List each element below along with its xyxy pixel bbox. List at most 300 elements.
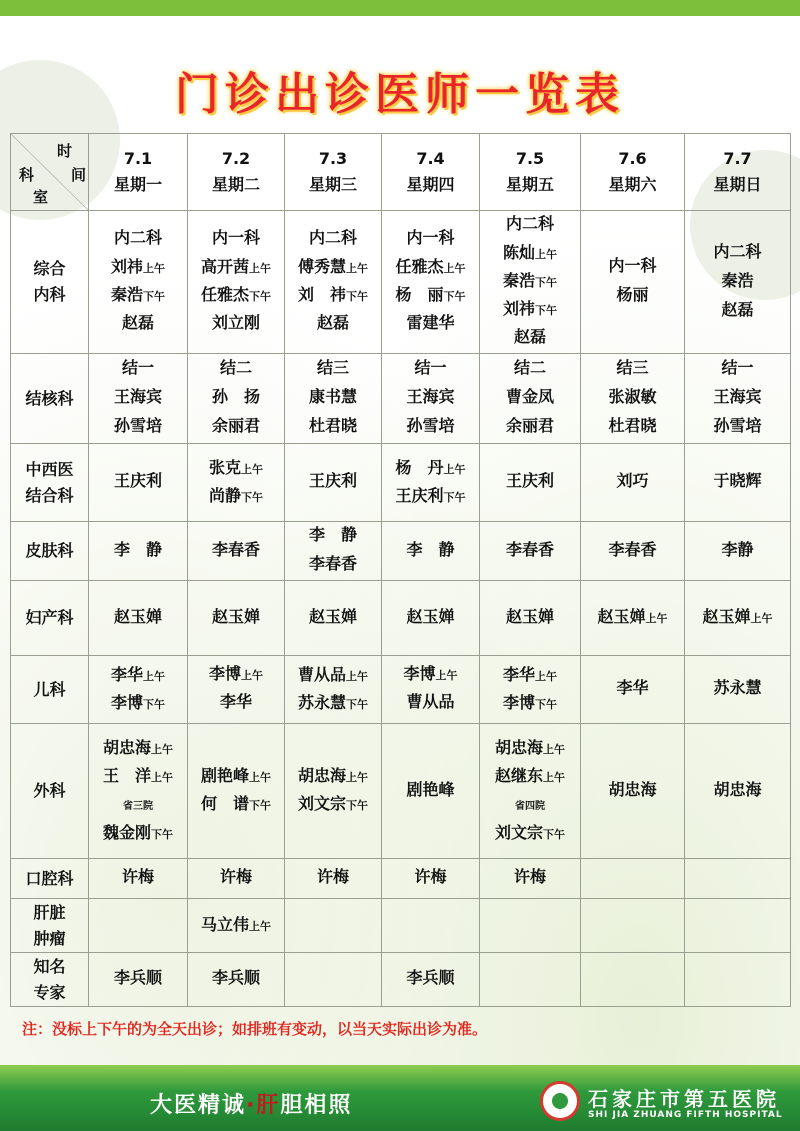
schedule-cell <box>89 724 188 859</box>
schedule-cell <box>285 444 382 522</box>
doctor-name: 康书慧 <box>308 387 357 406</box>
day-weekday: 星期四 <box>406 175 455 194</box>
slogan-part-b: ·肝 <box>246 1093 281 1118</box>
schedule-cell <box>685 581 791 656</box>
doctor-entry <box>89 604 187 633</box>
hospital-name-cn: 石家庄市第五医院 <box>588 1087 780 1111</box>
schedule-cell <box>685 522 791 581</box>
schedule-cell <box>685 211 791 354</box>
doctor-entry <box>285 864 381 893</box>
doctor-entry <box>581 253 684 282</box>
day-header <box>89 134 188 211</box>
day-header <box>581 134 685 211</box>
day-date: 7.5 <box>515 149 545 168</box>
time-tag: 上午 <box>151 742 173 756</box>
schedule-cell <box>480 656 581 724</box>
schedule-cell <box>188 899 285 953</box>
schedule-cell <box>480 953 581 1007</box>
table-row <box>11 859 791 899</box>
doctor-name: 结三 <box>316 358 349 377</box>
doctor-name: 刘巧 <box>616 471 649 490</box>
doctor-entry <box>480 468 580 497</box>
doctor-entry <box>685 777 790 806</box>
schedule-cell <box>581 724 685 859</box>
schedule-table <box>10 133 791 1007</box>
schedule-cell <box>89 953 188 1007</box>
doctor-entry <box>382 661 479 689</box>
doctor-name: 李 静 <box>308 525 357 544</box>
doctor-entry <box>382 483 479 511</box>
doctor-name: 李兵顺 <box>211 968 260 987</box>
schedule-cell <box>89 444 188 522</box>
doctor-name: 结二 <box>219 358 252 377</box>
time-tag: 下午 <box>151 827 173 841</box>
time-tag: 下午 <box>535 697 557 711</box>
schedule-cell <box>581 656 685 724</box>
doctor-name: 马立伟 <box>200 914 249 934</box>
schedule-cell <box>188 724 285 859</box>
schedule-cell <box>188 354 285 444</box>
day-weekday: 星期五 <box>505 175 554 194</box>
time-tag: 省三院 <box>123 800 153 812</box>
doctor-entry <box>685 297 790 326</box>
doctor-name: 内一科 <box>406 228 455 247</box>
corner-ke-label: 科 <box>19 166 35 184</box>
schedule-cell <box>382 581 480 656</box>
dept-cell <box>11 953 89 1007</box>
doctor-entry <box>89 355 187 384</box>
doctor-name: 内二科 <box>113 228 162 247</box>
doctor-entry <box>285 604 381 633</box>
table-row <box>11 953 791 1007</box>
schedule-cell <box>581 899 685 953</box>
doctor-name: 余丽君 <box>505 416 554 435</box>
day-header <box>685 134 791 211</box>
doctor-name: 曹从品 <box>297 664 346 684</box>
doctor-name: 李兵顺 <box>113 968 162 987</box>
time-tag: 下午 <box>346 799 368 812</box>
doctor-name: 尚静 <box>208 485 241 505</box>
doctor-entry <box>285 282 381 310</box>
doctor-name: 李春香 <box>505 539 554 559</box>
time-tag: 下午 <box>443 490 466 504</box>
day-header <box>188 134 285 211</box>
doctor-entry <box>188 254 284 282</box>
slogan-part-a: 大医精诚 <box>150 1093 247 1118</box>
doctor-entry <box>89 282 187 310</box>
time-tag: 下午 <box>346 697 368 711</box>
doctor-name: 雷建华 <box>406 313 455 332</box>
schedule-cell <box>382 899 480 953</box>
doctor-name: 李博 <box>208 664 241 683</box>
doctor-name: 孙雪培 <box>406 416 455 435</box>
doctor-name: 赵玉婵 <box>308 606 357 626</box>
doctor-name: 赵磊 <box>513 327 546 346</box>
doctor-entry <box>382 413 479 442</box>
schedule-cell <box>285 656 382 724</box>
doctor-entry <box>685 468 790 497</box>
doctor-name: 赵磊 <box>721 299 754 319</box>
doctor-entry <box>285 763 381 791</box>
doctor-entry <box>581 468 684 497</box>
doctor-name: 王 洋 <box>102 765 151 785</box>
time-tag: 上午 <box>346 771 368 784</box>
dept-cell <box>11 656 89 724</box>
schedule-cell <box>382 859 480 899</box>
time-tag: 上午 <box>535 248 557 261</box>
doctor-entry <box>285 468 381 497</box>
dept-label: 结合科 <box>25 485 74 505</box>
hospital-name-en: SHI JIA ZHUANG FIFTH HOSPITAL <box>588 1110 783 1120</box>
doctor-name: 陈灿 <box>502 243 535 262</box>
time-tag: 上午 <box>435 669 458 682</box>
doctor-entry <box>581 413 684 442</box>
doctor-name: 内一科 <box>608 256 657 275</box>
doctor-name: 孙 扬 <box>211 387 260 406</box>
doctor-entry <box>581 355 684 384</box>
time-tag: 下午 <box>535 304 557 317</box>
doctor-entry <box>285 384 381 413</box>
doctor-entry <box>480 662 580 690</box>
dept-cell <box>11 724 89 859</box>
doctor-entry <box>89 225 187 254</box>
doctor-entry <box>480 791 580 820</box>
doctor-entry <box>685 268 790 297</box>
doctor-name: 李春香 <box>308 554 357 573</box>
doctor-entry <box>480 384 580 413</box>
day-date: 7.6 <box>618 149 647 168</box>
time-tag: 省四院 <box>515 800 545 812</box>
day-weekday: 星期二 <box>211 175 260 194</box>
doctor-entry <box>685 239 790 268</box>
doctor-name: 内二科 <box>713 241 762 261</box>
doctor-name: 赵磊 <box>316 313 349 332</box>
doctor-name: 王庆利 <box>505 471 554 490</box>
schedule-cell <box>685 953 791 1007</box>
doctor-name: 苏永慧 <box>713 678 762 697</box>
schedule-cell <box>382 522 480 581</box>
dept-label: 妇产科 <box>25 608 74 627</box>
doctor-name: 李 静 <box>113 539 162 559</box>
doctor-name: 任雅杰 <box>200 285 249 304</box>
schedule-cell <box>285 859 382 899</box>
doctor-name: 刘祎 <box>502 299 535 318</box>
schedule-cell <box>188 859 285 899</box>
schedule-cell <box>480 522 581 581</box>
doctor-entry <box>581 384 684 413</box>
doctor-name: 李博 <box>502 692 535 712</box>
schedule-cell <box>685 859 791 899</box>
doctor-entry <box>89 791 187 820</box>
schedule-cell <box>89 899 188 953</box>
dept-cell <box>11 899 89 953</box>
table-row <box>11 656 791 724</box>
doctor-entry <box>480 690 580 718</box>
schedule-cell <box>188 953 285 1007</box>
time-tag: 下午 <box>535 276 557 289</box>
doctor-name: 刘立刚 <box>211 313 260 332</box>
doctor-entry <box>188 282 284 310</box>
doctor-entry <box>382 777 479 806</box>
doctor-entry <box>285 254 381 282</box>
doctor-name: 苏永慧 <box>297 692 346 712</box>
doctor-entry <box>285 413 381 442</box>
schedule-cell <box>480 211 581 354</box>
doctor-name: 胡忠海 <box>102 737 151 757</box>
doctor-entry <box>480 735 580 763</box>
schedule-cell <box>285 354 382 444</box>
doctor-name: 王庆利 <box>113 471 162 490</box>
doctor-entry <box>480 820 580 848</box>
corner-time-label: 时 <box>57 142 73 160</box>
doctor-name: 曹金凤 <box>505 387 554 406</box>
doctor-name: 许梅 <box>316 867 349 886</box>
doctor-entry <box>480 268 580 296</box>
doctor-name: 胡忠海 <box>297 766 346 785</box>
doctor-entry <box>188 791 284 819</box>
doctor-name: 李华 <box>616 678 649 697</box>
time-tag: 下午 <box>249 290 271 303</box>
time-tag: 下午 <box>249 799 271 812</box>
schedule-cell <box>89 211 188 354</box>
doctor-entry <box>89 413 187 442</box>
doctor-entry <box>685 675 790 704</box>
time-tag: 上午 <box>143 669 165 683</box>
doctor-entry <box>188 413 284 442</box>
doctor-name: 许梅 <box>414 867 447 886</box>
doctor-name: 杨 丽 <box>395 285 444 304</box>
schedule-cell <box>382 354 480 444</box>
doctor-name: 李华 <box>502 664 535 684</box>
day-date: 7.1 <box>123 149 153 168</box>
dept-cell <box>11 522 89 581</box>
time-tag: 上午 <box>535 669 557 683</box>
schedule-cell <box>480 899 581 953</box>
footnote: 注：没标上下午的为全天出诊；如排班有变动，以当天实际出诊为准。 <box>22 1020 488 1038</box>
schedule-cell <box>382 211 480 354</box>
doctor-entry <box>685 537 790 566</box>
doctor-entry <box>382 604 479 633</box>
doctor-entry <box>480 211 580 240</box>
doctor-name: 王海宾 <box>406 387 455 406</box>
dept-label: 儿科 <box>33 679 66 699</box>
dept-label: 口腔科 <box>25 868 74 888</box>
doctor-entry <box>188 965 284 994</box>
doctor-entry <box>382 310 479 339</box>
doctor-entry <box>581 282 684 311</box>
schedule-cell <box>89 656 188 724</box>
doctor-name: 孙雪培 <box>113 416 162 435</box>
doctor-entry <box>188 689 284 718</box>
doctor-name: 许梅 <box>219 867 252 886</box>
dept-cell <box>11 211 89 354</box>
schedule-cell <box>480 724 581 859</box>
doctor-name: 赵玉婵 <box>211 606 260 626</box>
schedule-cell <box>188 656 285 724</box>
schedule-cell <box>685 444 791 522</box>
doctor-name: 李兵顺 <box>406 968 455 987</box>
day-header <box>285 134 382 211</box>
dept-cell <box>11 444 89 522</box>
doctor-entry <box>480 296 580 324</box>
doctor-entry <box>480 537 580 566</box>
doctor-name: 李春香 <box>608 539 657 559</box>
schedule-cell <box>285 581 382 656</box>
doctor-entry <box>581 604 684 632</box>
schedule-cell <box>382 724 480 859</box>
doctor-entry <box>480 413 580 442</box>
schedule-cell <box>382 444 480 522</box>
doctor-entry <box>382 225 479 254</box>
doctor-entry <box>480 355 580 384</box>
doctor-entry <box>285 522 381 551</box>
schedule-body <box>11 211 791 1007</box>
doctor-name: 王海宾 <box>113 387 162 406</box>
dept-label: 外科 <box>33 781 66 800</box>
doctor-name: 杜君晓 <box>308 416 357 435</box>
doctor-entry <box>382 455 479 483</box>
slogan-part-c: 胆相照 <box>280 1093 353 1118</box>
dept-label: 知名 <box>33 956 66 976</box>
doctor-name: 张克 <box>208 457 241 477</box>
doctor-name: 刘祎 <box>110 257 143 276</box>
day-weekday: 星期三 <box>308 175 357 194</box>
doctor-name: 秦浩 <box>502 271 535 290</box>
doctor-entry <box>188 455 284 483</box>
schedule-cell <box>188 211 285 354</box>
doctor-name: 结三 <box>616 358 649 377</box>
doctor-entry <box>581 675 684 704</box>
schedule-cell <box>285 724 382 859</box>
schedule-cell <box>685 656 791 724</box>
doctor-entry <box>188 310 284 339</box>
doctor-entry <box>285 310 381 339</box>
dept-label: 结核科 <box>25 388 74 408</box>
doctor-name: 剧艳峰 <box>406 779 455 799</box>
schedule-cell <box>382 656 480 724</box>
doctor-entry <box>89 537 187 566</box>
dept-label: 肿瘤 <box>33 928 66 948</box>
doctor-entry <box>285 225 381 254</box>
time-tag: 上午 <box>241 669 263 682</box>
schedule-cell <box>581 444 685 522</box>
doctor-entry <box>685 413 790 442</box>
schedule-cell <box>480 444 581 522</box>
hospital-logo-icon <box>540 1081 580 1121</box>
schedule-cell <box>89 354 188 444</box>
doctor-entry <box>89 864 187 893</box>
doctor-name: 赵玉婵 <box>702 607 751 626</box>
time-tag: 上午 <box>143 262 165 275</box>
doctor-entry <box>188 537 284 566</box>
doctor-name: 赵玉婵 <box>113 606 162 626</box>
time-tag: 上午 <box>543 770 565 784</box>
doctor-entry <box>382 355 479 384</box>
doctor-name: 内二科 <box>505 214 554 233</box>
schedule-cell <box>89 581 188 656</box>
time-tag: 上午 <box>750 612 773 625</box>
doctor-name: 结一 <box>721 358 754 377</box>
schedule-cell <box>480 859 581 899</box>
doctor-name: 秦浩 <box>721 270 754 290</box>
doctor-name: 李博 <box>403 664 436 683</box>
schedule-cell <box>685 354 791 444</box>
dept-label: 中西医 <box>25 459 74 479</box>
schedule-cell <box>685 724 791 859</box>
doctor-name: 李 静 <box>406 539 455 559</box>
doctor-entry <box>89 468 187 497</box>
doctor-entry <box>188 483 284 511</box>
doctor-name: 杨 丹 <box>395 457 444 477</box>
time-tag: 下午 <box>443 290 466 303</box>
doctor-name: 杜君晓 <box>608 416 657 435</box>
doctor-name: 李华 <box>219 692 252 711</box>
schedule-cell <box>188 581 285 656</box>
doctor-entry <box>89 690 187 718</box>
doctor-name: 李博 <box>110 692 143 712</box>
schedule-cell <box>89 522 188 581</box>
time-tag: 上午 <box>249 919 271 933</box>
footer-slogan <box>150 1088 352 1119</box>
time-tag: 上午 <box>346 262 368 275</box>
doctor-entry <box>188 912 284 940</box>
time-tag: 上午 <box>346 669 368 683</box>
doctor-entry <box>480 763 580 791</box>
doctor-entry <box>685 384 790 413</box>
day-header <box>382 134 480 211</box>
corner-jian-label: 间 <box>71 166 87 184</box>
doctor-entry <box>480 324 580 353</box>
doctor-name: 高开茜 <box>200 257 249 276</box>
table-row <box>11 522 791 581</box>
time-tag: 下午 <box>143 290 165 303</box>
doctor-name: 赵继东 <box>494 765 543 785</box>
schedule-cell <box>581 354 685 444</box>
doctor-entry <box>382 282 479 310</box>
doctor-entry <box>188 604 284 633</box>
doctor-name: 余丽君 <box>211 416 260 435</box>
doctor-entry <box>285 355 381 384</box>
schedule-cell <box>480 354 581 444</box>
doctor-entry <box>89 735 187 763</box>
doctor-name: 秦浩 <box>110 285 143 304</box>
dept-label: 综合 <box>33 259 66 278</box>
day-weekday: 星期一 <box>113 175 162 194</box>
doctor-entry <box>285 551 381 580</box>
doctor-name: 赵玉婵 <box>597 607 646 626</box>
doctor-entry <box>89 662 187 690</box>
doctor-entry <box>285 690 381 718</box>
doctor-entry <box>382 384 479 413</box>
corner-shi-label: 室 <box>33 188 49 206</box>
time-tag: 上午 <box>645 612 668 625</box>
doctor-name: 赵玉婵 <box>505 606 554 626</box>
doctor-entry <box>89 384 187 413</box>
day-date: 7.3 <box>318 149 348 168</box>
page-title: 门诊出诊医师一览表 <box>175 69 625 120</box>
time-tag: 上午 <box>543 742 565 756</box>
table-row <box>11 354 791 444</box>
doctor-entry <box>188 763 284 791</box>
doctor-entry <box>188 225 284 254</box>
table-row <box>11 581 791 656</box>
schedule-cell <box>480 581 581 656</box>
doctor-name: 李静 <box>721 539 754 559</box>
time-tag: 上午 <box>241 462 263 476</box>
doctor-name: 刘 祎 <box>297 285 346 304</box>
doctor-name: 胡忠海 <box>608 779 657 799</box>
doctor-entry <box>480 240 580 268</box>
